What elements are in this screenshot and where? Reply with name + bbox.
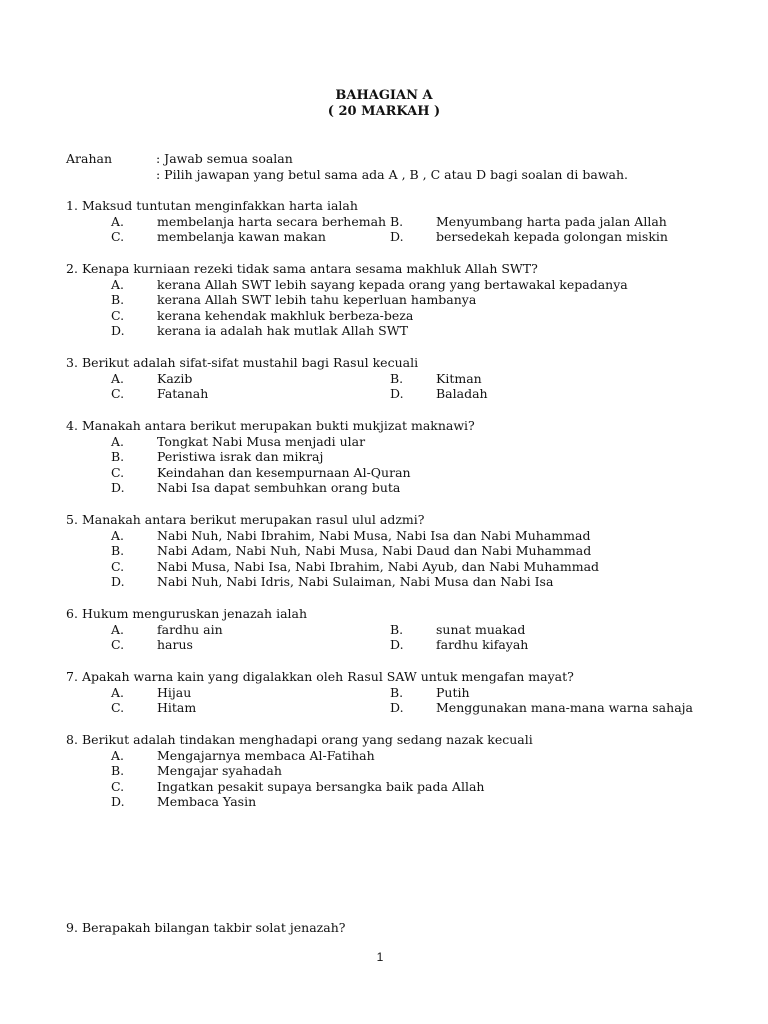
option-d-text: kerana ia adalah hak mutlak Allah SWT: [157, 323, 408, 339]
question-2: [66, 261, 746, 339]
question-1: [66, 198, 746, 245]
option-a-text: Tongkat Nabi Musa menjadi ular: [157, 433, 366, 449]
option-a-letter: A.: [111, 684, 125, 700]
question-text: Berikut adalah tindakan menghadapi orang yang sedang nazak kecuali: [82, 732, 533, 747]
option-a-text: membelanja harta secara berhemah: [157, 213, 387, 229]
option-c-letter: C.: [111, 386, 125, 402]
option-b-text: kerana Allah SWT lebih tahu keperluan hambanya: [157, 292, 477, 308]
option-b-text: Menyumbang harta pada jalan Allah: [436, 213, 667, 229]
option-b-text: Peristiwa israk dan mikraj: [157, 449, 324, 465]
option-d-letter: D.: [111, 480, 125, 496]
option-a-letter: A.: [111, 527, 125, 543]
question-number: 6.: [66, 606, 78, 621]
option-b-letter: B.: [390, 213, 404, 229]
question-3: [66, 355, 746, 402]
option-d-text: Baladah: [436, 386, 488, 402]
question-number: 1.: [66, 198, 78, 213]
option-b-letter: B.: [111, 543, 125, 559]
option-a-letter: A.: [111, 621, 125, 637]
question-number: 7.: [66, 669, 78, 684]
page-number: 1: [376, 950, 384, 964]
option-a-text: Mengajarnya membaca Al-Fatihah: [157, 747, 375, 763]
question-number: 3.: [66, 355, 78, 370]
option-d-text: Menggunakan mana-mana warna sahaja: [436, 700, 693, 716]
option-a-text: Hijau: [157, 684, 192, 700]
option-d-letter: D.: [390, 386, 404, 402]
question-text: Manakah antara berikut merupakan rasul ulul adzmi?: [82, 512, 425, 527]
option-a-letter: A.: [111, 213, 125, 229]
option-a-text: Kazib: [157, 370, 193, 386]
marks-title: ( 20 MARKAH ): [327, 104, 441, 119]
option-b-letter: B.: [390, 684, 404, 700]
option-c-letter: C.: [111, 464, 125, 480]
question-text: Maksud tuntutan menginfakkan harta ialah: [82, 198, 358, 213]
question-text: Apakah warna kain yang digalakkan oleh Rasul SAW untuk mengafan mayat?: [82, 669, 574, 684]
question-7: [66, 669, 746, 716]
option-b-text: Nabi Adam, Nabi Nuh, Nabi Musa, Nabi Daud dan Nabi Muhammad: [157, 543, 592, 559]
instructions-block: [66, 151, 726, 183]
question-number: 4.: [66, 418, 78, 433]
question-5: [66, 512, 746, 590]
option-b-text: Putih: [436, 684, 470, 700]
question-number: 9.: [66, 920, 78, 935]
option-b-text: sunat muakad: [436, 621, 526, 637]
instructions-line-1: : Jawab semua soalan: [156, 151, 293, 166]
question-text: Manakah antara berikut merupakan bukti mukjizat maknawi?: [82, 418, 475, 433]
option-a-text: Nabi Nuh, Nabi Ibrahim, Nabi Musa, Nabi Isa dan Nabi Muhammad: [157, 527, 591, 543]
question-number: 2.: [66, 261, 78, 276]
option-d-letter: D.: [111, 323, 125, 339]
option-b-letter: B.: [390, 370, 404, 386]
option-a-letter: A.: [111, 276, 125, 292]
option-a-letter: A.: [111, 433, 125, 449]
option-a-text: fardhu ain: [157, 621, 223, 637]
option-d-text: bersedekah kepada golongan miskin: [436, 229, 668, 245]
option-b-letter: B.: [111, 763, 125, 779]
option-d-text: Nabi Nuh, Nabi Idris, Nabi Sulaiman, Nabi Musa dan Nabi Isa: [157, 574, 554, 590]
option-c-text: Nabi Musa, Nabi Isa, Nabi Ibrahim, Nabi Ayub, dan Nabi Muhammad: [157, 558, 600, 574]
option-d-text: Nabi Isa dapat sembuhkan orang buta: [157, 480, 401, 496]
option-a-letter: A.: [111, 370, 125, 386]
option-c-letter: C.: [111, 307, 125, 323]
option-c-text: Hitam: [157, 700, 197, 716]
question-number: 8.: [66, 732, 78, 747]
option-c-text: Keindahan dan kesempurnaan Al-Quran: [157, 464, 411, 480]
option-c-text: Ingatkan pesakit supaya bersangka baik pada Allah: [157, 778, 485, 794]
option-d-letter: D.: [111, 794, 125, 810]
instructions-label: Arahan: [66, 151, 113, 166]
question-4: [66, 418, 746, 496]
option-d-text: fardhu kifayah: [436, 637, 529, 653]
option-d-letter: D.: [390, 700, 404, 716]
option-b-letter: B.: [111, 449, 125, 465]
instructions-line-2: : Pilih jawapan yang betul sama ada A , B , C atau D bagi soalan di bawah.: [156, 167, 629, 182]
question-9: [66, 920, 746, 936]
option-c-letter: C.: [111, 558, 125, 574]
option-c-text: membelanja kawan makan: [157, 229, 326, 245]
question-8: [66, 732, 746, 810]
question-text: Hukum menguruskan jenazah ialah: [82, 606, 308, 621]
option-d-text: Membaca Yasin: [157, 794, 257, 810]
question-number: 5.: [66, 512, 78, 527]
option-a-text: kerana Allah SWT lebih sayang kepada orang yang bertawakal kepadanya: [157, 276, 628, 292]
option-c-text: Fatanah: [157, 386, 209, 402]
option-c-text: harus: [157, 637, 193, 653]
option-b-text: Kitman: [436, 370, 482, 386]
question-6: [66, 606, 746, 653]
question-text: Berapakah bilangan takbir solat jenazah?: [82, 920, 346, 935]
option-b-letter: B.: [111, 292, 125, 308]
option-b-letter: B.: [390, 621, 404, 637]
option-d-letter: D.: [390, 229, 404, 245]
option-c-text: kerana kehendak makhluk berbeza-beza: [157, 307, 414, 323]
option-d-letter: D.: [111, 574, 125, 590]
question-text: Berikut adalah sifat-sifat mustahil bagi Rasul kecuali: [82, 355, 419, 370]
option-a-letter: A.: [111, 747, 125, 763]
option-c-letter: C.: [111, 778, 125, 794]
section-title: BAHAGIAN A: [335, 88, 433, 103]
option-d-letter: D.: [390, 637, 404, 653]
option-c-letter: C.: [111, 229, 125, 245]
option-b-text: Mengajar syahadah: [157, 763, 282, 779]
option-c-letter: C.: [111, 637, 125, 653]
option-c-letter: C.: [111, 700, 125, 716]
question-text: Kenapa kurniaan rezeki tidak sama antara sesama makhluk Allah SWT?: [82, 261, 538, 276]
